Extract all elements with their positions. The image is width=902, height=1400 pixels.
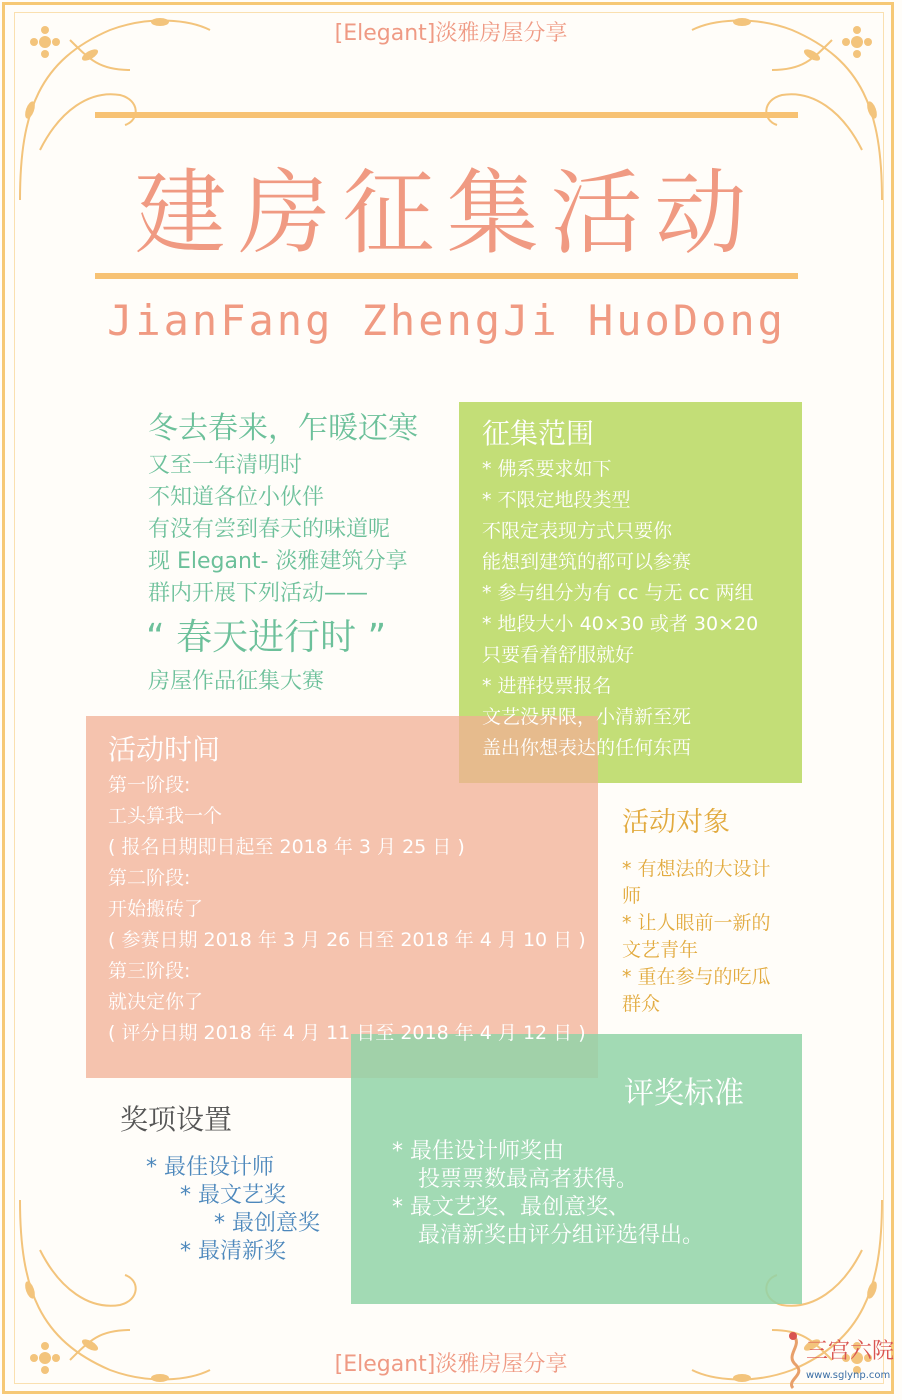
criteria-item: * 最文艺奖、最创意奖、 <box>392 1195 630 1220</box>
scope-item: * 不限定地段类型 <box>482 489 631 511</box>
scope-item: 只要看着舒服就好 <box>482 644 635 666</box>
intro-quote: “ 春天进行时 ” <box>146 617 387 658</box>
audience-item: * 重在参与的吃瓜 <box>622 966 771 988</box>
scope-item: 不限定表现方式只要你 <box>482 520 673 542</box>
intro-line: 有没有尝到春天的味道呢 <box>148 517 391 542</box>
audience-item: 文艺青年 <box>622 939 699 961</box>
schedule-item: ( 报名日期即日起至 2018 年 3 月 25 日 ) <box>108 836 465 858</box>
scope-section <box>482 414 758 764</box>
schedule-item: ( 评分日期 2018 年 4 月 11 日至 2018 年 4 月 12 日 ) <box>108 1022 586 1044</box>
site-logo <box>776 1330 896 1396</box>
criteria-item: 投票票数最高者获得。 <box>418 1167 639 1192</box>
award-item: * 最清新奖 <box>180 1239 286 1264</box>
intro-text <box>148 408 418 698</box>
criteria-item: 最清新奖由评分组评选得出。 <box>418 1223 705 1248</box>
title-bottom-rule <box>95 273 798 279</box>
intro-line: 又至一年清明时 <box>148 453 303 478</box>
schedule-section <box>108 730 586 1049</box>
page-title: 建房征集活动 <box>134 160 759 267</box>
scope-item: 能想到建筑的都可以参赛 <box>482 551 692 573</box>
audience-item: * 有想法的大设计 <box>622 858 771 880</box>
scope-item: * 进群投票报名 <box>482 675 612 697</box>
schedule-item: ( 参赛日期 2018 年 3 月 26 日至 2018 年 4 月 10 日 ) <box>108 929 586 951</box>
scope-item: 文艺没界限，小清新至死 <box>482 706 692 728</box>
audience-item: * 让人眼前一新的 <box>622 912 771 934</box>
schedule-item: 工头算我一个 <box>108 805 223 827</box>
intro-line: 不知道各位小伙伴 <box>148 485 325 510</box>
scope-heading: 征集范围 <box>482 417 595 450</box>
award-item: * 最创意奖 <box>214 1211 320 1236</box>
schedule-heading: 活动时间 <box>108 733 221 766</box>
awards-heading: 奖项设置 <box>120 1103 233 1136</box>
phoenix-logo-icon <box>776 1330 810 1390</box>
audience-heading: 活动对象 <box>622 807 730 838</box>
intro-line: 现 Elegant- 淡雅建筑分享 <box>148 549 408 574</box>
page-subtitle: JianFang ZhengJi HuoDong <box>107 296 786 345</box>
schedule-item: 第二阶段: <box>108 867 191 889</box>
scope-item: 盖出你想表达的任何东西 <box>482 737 692 759</box>
schedule-item: 第三阶段: <box>108 960 191 982</box>
intro-line: 房屋作品征集大赛 <box>148 669 325 694</box>
logo-url: www.sglynp.com <box>806 1370 891 1381</box>
scope-item: * 参与组分为有 cc 与无 cc 两组 <box>482 582 754 604</box>
award-item: * 最佳设计师 <box>146 1155 274 1180</box>
header-brand: [Elegant]淡雅房屋分享 <box>334 21 568 46</box>
logo-name: 三宫六院 <box>806 1339 895 1364</box>
scope-item: * 佛系要求如下 <box>482 458 612 480</box>
schedule-item: 开始搬砖了 <box>108 898 204 920</box>
criteria-section <box>392 1072 744 1250</box>
award-item: * 最文艺奖 <box>180 1183 286 1208</box>
footer-brand: [Elegant]淡雅房屋分享 <box>334 1352 568 1377</box>
criteria-item: * 最佳设计师奖由 <box>392 1139 564 1164</box>
criteria-heading: 评奖标准 <box>624 1076 744 1111</box>
scope-item: * 地段大小 40×30 或者 30×20 <box>482 613 759 635</box>
intro-line: 冬去春来，乍暖还寒 <box>148 411 418 446</box>
schedule-item: 就决定你了 <box>108 991 204 1013</box>
intro-line: 群内开展下列活动—— <box>148 581 369 606</box>
audience-item: 师 <box>622 885 642 907</box>
title-top-rule <box>95 112 798 118</box>
audience-section <box>622 800 771 1018</box>
schedule-item: 第一阶段: <box>108 774 191 796</box>
audience-item: 群众 <box>622 993 661 1015</box>
